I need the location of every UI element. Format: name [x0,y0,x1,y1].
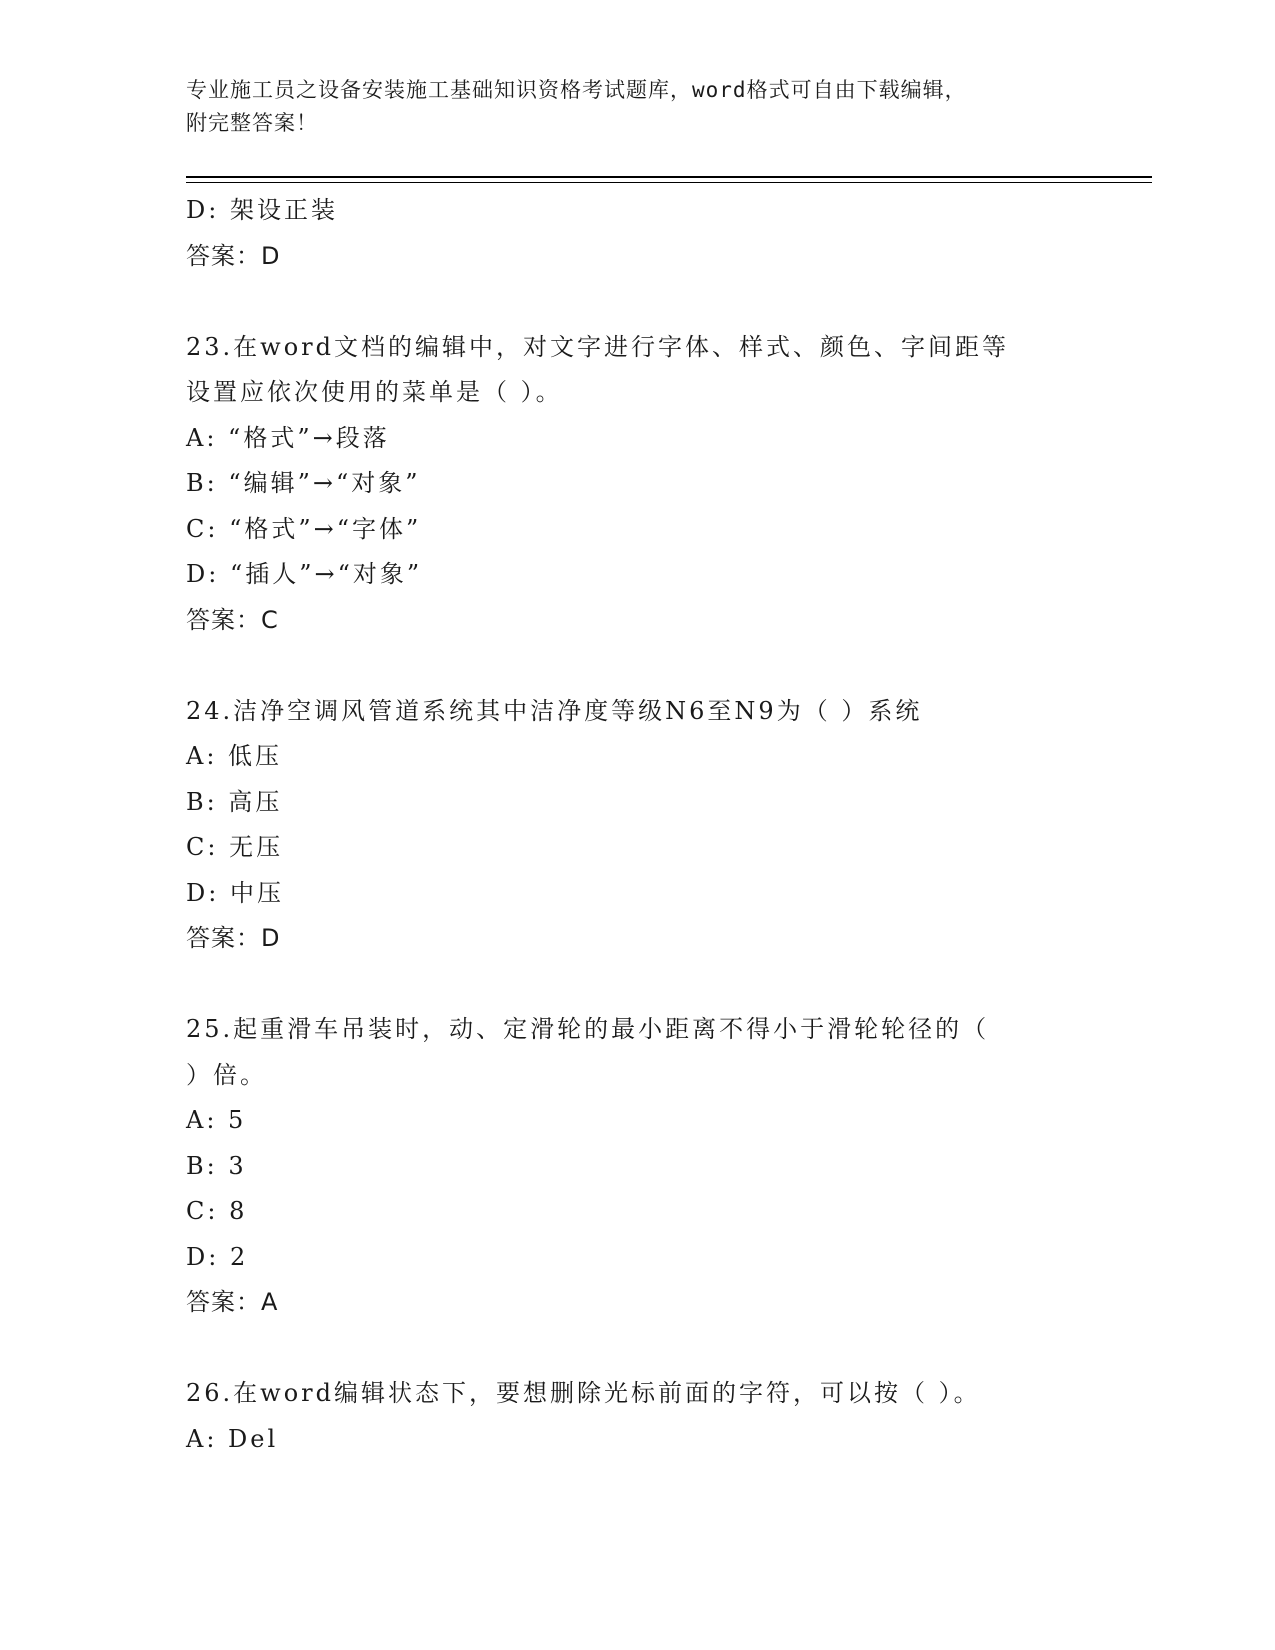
answer: 答案：A [186,1288,279,1316]
question-stem: 24.洁净空调风管道系统其中洁净度等级N6至N9为（ ）系统 [186,696,923,725]
option-a: A: Del [186,1424,279,1453]
header-title-line-1: 专业施工员之设备安装施工基础知识资格考试题库，word格式可自由下载编辑， [186,78,967,102]
question-stem: 26.在word编辑状态下，要想删除光标前面的字符，可以按（ ）。 [186,1379,981,1407]
answer: 答案：C [186,605,279,634]
question-26 [186,1371,1126,1462]
option-c: C: 无压 [186,833,284,861]
option-a: A: 低压 [186,742,283,770]
option-a: A: “格式”→段落 [186,423,390,452]
option-b: B: 3 [186,1151,247,1180]
answer: 答案：D [186,241,281,270]
question-stem: 23.在word文档的编辑中，对文字进行字体、样式、颜色、字间距等 [186,332,1009,361]
option-d: D: 2 [186,1242,249,1271]
question-22-tail [186,188,1126,279]
question-stem-cont: 设置应依次使用的菜单是（ ）。 [186,378,563,406]
option-d: D: 架设正装 [186,196,338,224]
spacer [186,1326,1126,1372]
question-stem-cont: ）倍。 [186,1060,267,1089]
question-list [186,188,1126,1462]
document-header [186,74,1086,140]
option-c: C: “格式”→“字体” [186,514,422,543]
question-24 [186,689,1126,962]
spacer [186,279,1126,325]
question-stem: 25.起重滑车吊装时，动、定滑轮的最小距离不得小于滑轮轮径的（ [186,1015,990,1043]
option-b: B: “编辑”→“对象” [186,469,421,497]
option-c: C: 8 [186,1197,248,1225]
header-divider-thin [186,182,1152,183]
question-23 [186,325,1126,644]
option-b: B: 高压 [186,787,283,816]
header-divider-thick [186,176,1152,178]
header-title-line-2: 附完整答案！ [186,111,318,135]
spacer [186,643,1126,689]
option-a: A: 5 [186,1106,247,1134]
option-d: D: 中压 [186,878,284,907]
answer: 答案：D [186,924,281,952]
option-d: D: “插人”→“对象” [186,560,423,588]
question-25 [186,1007,1126,1326]
spacer [186,962,1126,1008]
